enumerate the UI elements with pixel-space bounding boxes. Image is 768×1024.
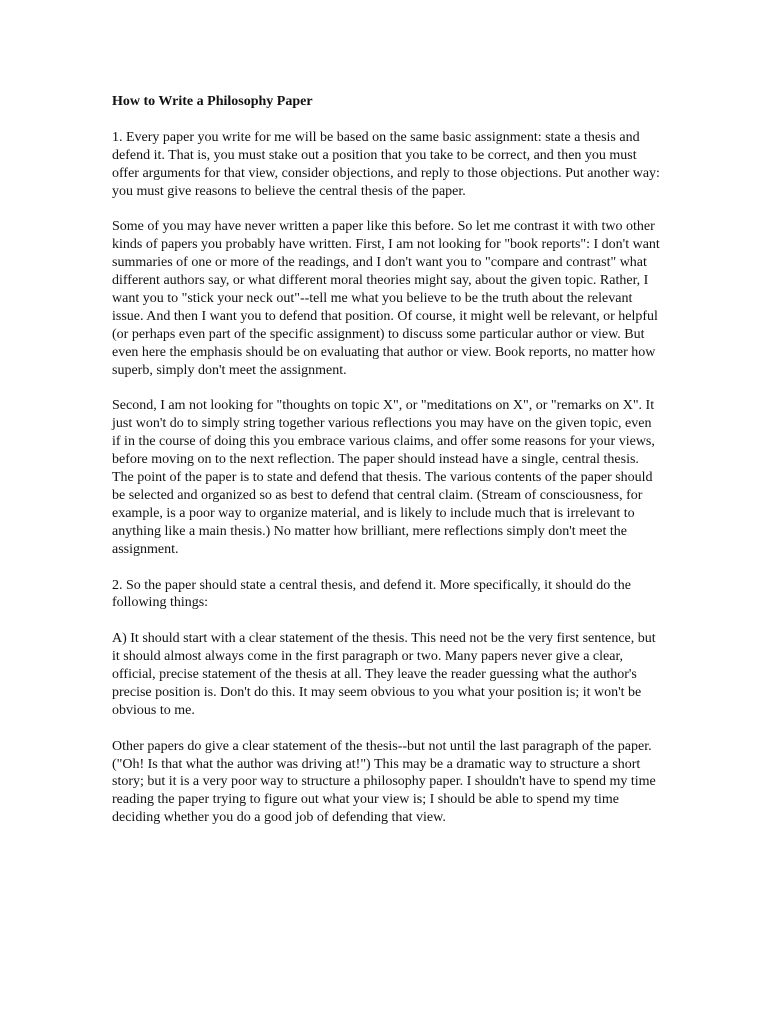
paragraph-4: 2. So the paper should state a central thesis, and defend it. More specifically, it should do the following things: [112, 577, 631, 611]
document-title: How to Write a Philosophy Paper [112, 94, 313, 109]
paragraph-3: Second, I am not looking for "thoughts on topic X", or "meditations on X", or "remarks on X". It just won't do to simply string together various reflections you may have on the given topic, even if in the course of doing this you embrace various claims, and offer some reasons for your views, before moving on to the next reflection. The paper should instead have a single, central thesis. The point of the paper is to state and defend that thesis. The various contents of the paper should be selected and organized so as best to defend that central claim. (Stream of consciousness, for example, is a poor way to organize material, and is likely to include much that is irrelevant to anything like a main thesis.) No matter how brilliant, mere reflections simply don't meet the assignment. [112, 398, 655, 557]
paragraph-2: Some of you may have never written a paper like this before. So let me contrast it with two other kinds of papers you probably have written. First, I am not looking for "book reports": I don't want summaries of one or more of the readings, and I don't want you to "compare and contrast" what different authors say, or what different moral theories might say, about the given topic. Rather, I want you to "stick your neck out"--tell me what you believe to be the truth about the relevant issue. And then I want you to defend that position. Of course, it might well be relevant, or helpful (or perhaps even part of the specific assignment) to discuss some particular author or view. But even here the emphasis should be on evaluating that author or view. Book reports, no matter how superb, simply don't meet the assignment. [112, 219, 660, 378]
paragraph-5: A) It should start with a clear statement of the thesis. This need not be the very first sentence, but it should almost always come in the first paragraph or two. Many papers never give a clear, official, precise statement of the thesis at all. They leave the reader guessing what the author's precise position is. Don't do this. It may seem obvious to you what your position is; it won't be obvious to me. [112, 631, 656, 718]
document-page [112, 93, 660, 845]
paragraph-1: 1. Every paper you write for me will be based on the same basic assignment: state a thesis and defend it. That is, you must stake out a position that you take to be correct, and then you must offer arguments for that view, consider objections, and reply to those objections. Put another way: you must give reasons to believe the central thesis of the paper. [112, 129, 660, 199]
paragraph-6: Other papers do give a clear statement of the thesis--but not until the last paragraph of the paper. ("Oh! Is that what the author was driving at!") This may be a dramatic way to structure a short story; but it is a very poor way to structure a philosophy paper. I shouldn't have to spend my time reading the paper trying to figure out what your view is; I should be able to spend my time deciding whether you do a good job of defending that view. [112, 738, 656, 826]
